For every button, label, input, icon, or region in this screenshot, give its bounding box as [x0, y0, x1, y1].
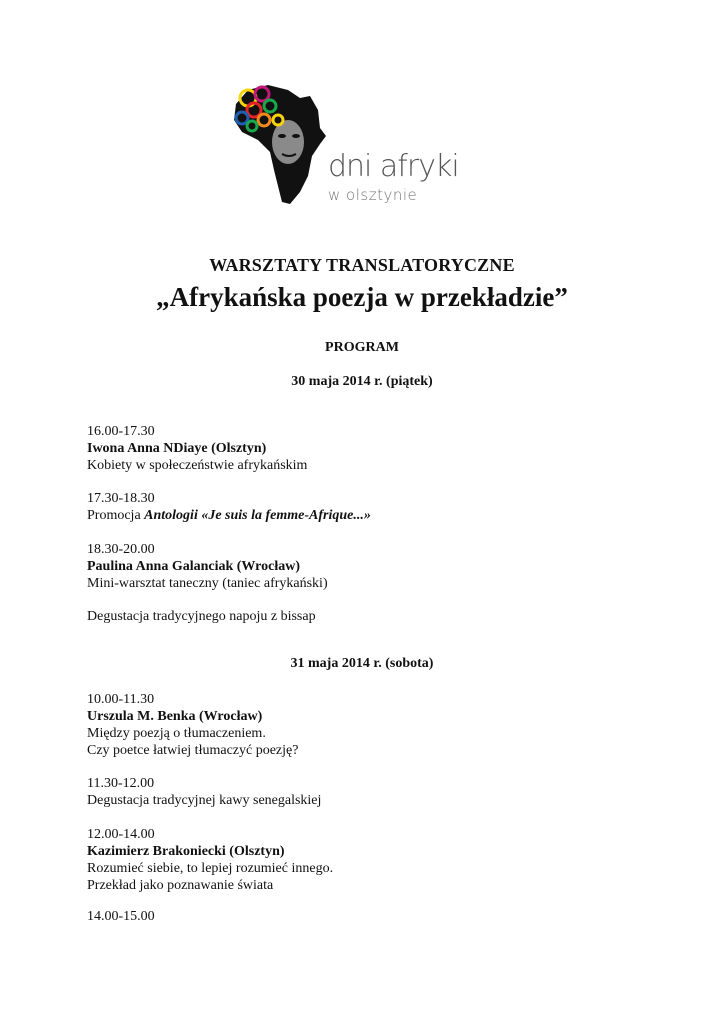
entry-time: 12.00-14.00 [87, 827, 155, 842]
entry-speaker: Paulina Anna Galanciak (Wrocław) [87, 559, 301, 574]
entry-topic: Degustacja tradycyjnej kawy senegalskiej [87, 793, 322, 808]
anthology-title: Antologii «Je suis la femme-Afrique...» [144, 508, 371, 523]
entry-topic: Między poezją o tłumaczeniem. [87, 726, 266, 741]
day2-entry-3 [87, 826, 333, 894]
entry-time: 14.00-15.00 [87, 909, 155, 924]
day2-date: 31 maja 2014 r. (sobota) [290, 656, 434, 671]
entry-time: 11.30-12.00 [87, 776, 155, 791]
entry-time: 10.00-11.30 [87, 692, 155, 707]
entry-time: 17.30-18.30 [87, 491, 155, 506]
day2-entry-2 [87, 775, 321, 809]
day2-entry-4 [87, 908, 155, 925]
entry-prefix: Promocja [87, 508, 145, 523]
program-heading: PROGRAM [325, 340, 399, 355]
entry-topic [87, 507, 371, 524]
entry-topic: Kobiety w społeczeństwie afrykańskim [87, 458, 308, 473]
day1-entry-4 [87, 608, 316, 625]
entry-time: 18.30-20.00 [87, 542, 155, 557]
entry-speaker: Iwona Anna NDiaye (Olsztyn) [87, 441, 267, 456]
entry-topic: Degustacja tradycyjnego napoju z bissap [87, 609, 316, 624]
entry-time: 16.00-17.30 [87, 424, 155, 439]
day1-entry-3 [87, 541, 328, 592]
entry-speaker: Kazimierz Brakoniecki (Olsztyn) [87, 844, 285, 859]
logo [228, 80, 498, 210]
entry-topic: Przekład jako poznawanie świata [87, 878, 274, 893]
day1-date: 30 maja 2014 r. (piątek) [291, 374, 433, 389]
entry-topic: Rozumieć siebie, to lepiej rozumieć innego. [87, 861, 334, 876]
entry-topic: Mini-warsztat taneczny (taniec afrykański) [87, 576, 328, 591]
day1-entry-1 [87, 423, 307, 474]
workshop-title: WARSZTATY TRANSLATORYCZNE [209, 255, 515, 275]
workshop-subtitle: „Afrykańska poezja w przekładzie” [156, 282, 568, 312]
logo-subtitle: w olsztynie [328, 186, 418, 204]
day1-entry-2 [87, 490, 371, 524]
day2-entry-1 [87, 691, 298, 759]
entry-topic: Czy poetce łatwiej tłumaczyć poezję? [87, 743, 299, 758]
logo-title: dni afryki [328, 149, 459, 184]
entry-speaker: Urszula M. Benka (Wrocław) [87, 709, 263, 724]
